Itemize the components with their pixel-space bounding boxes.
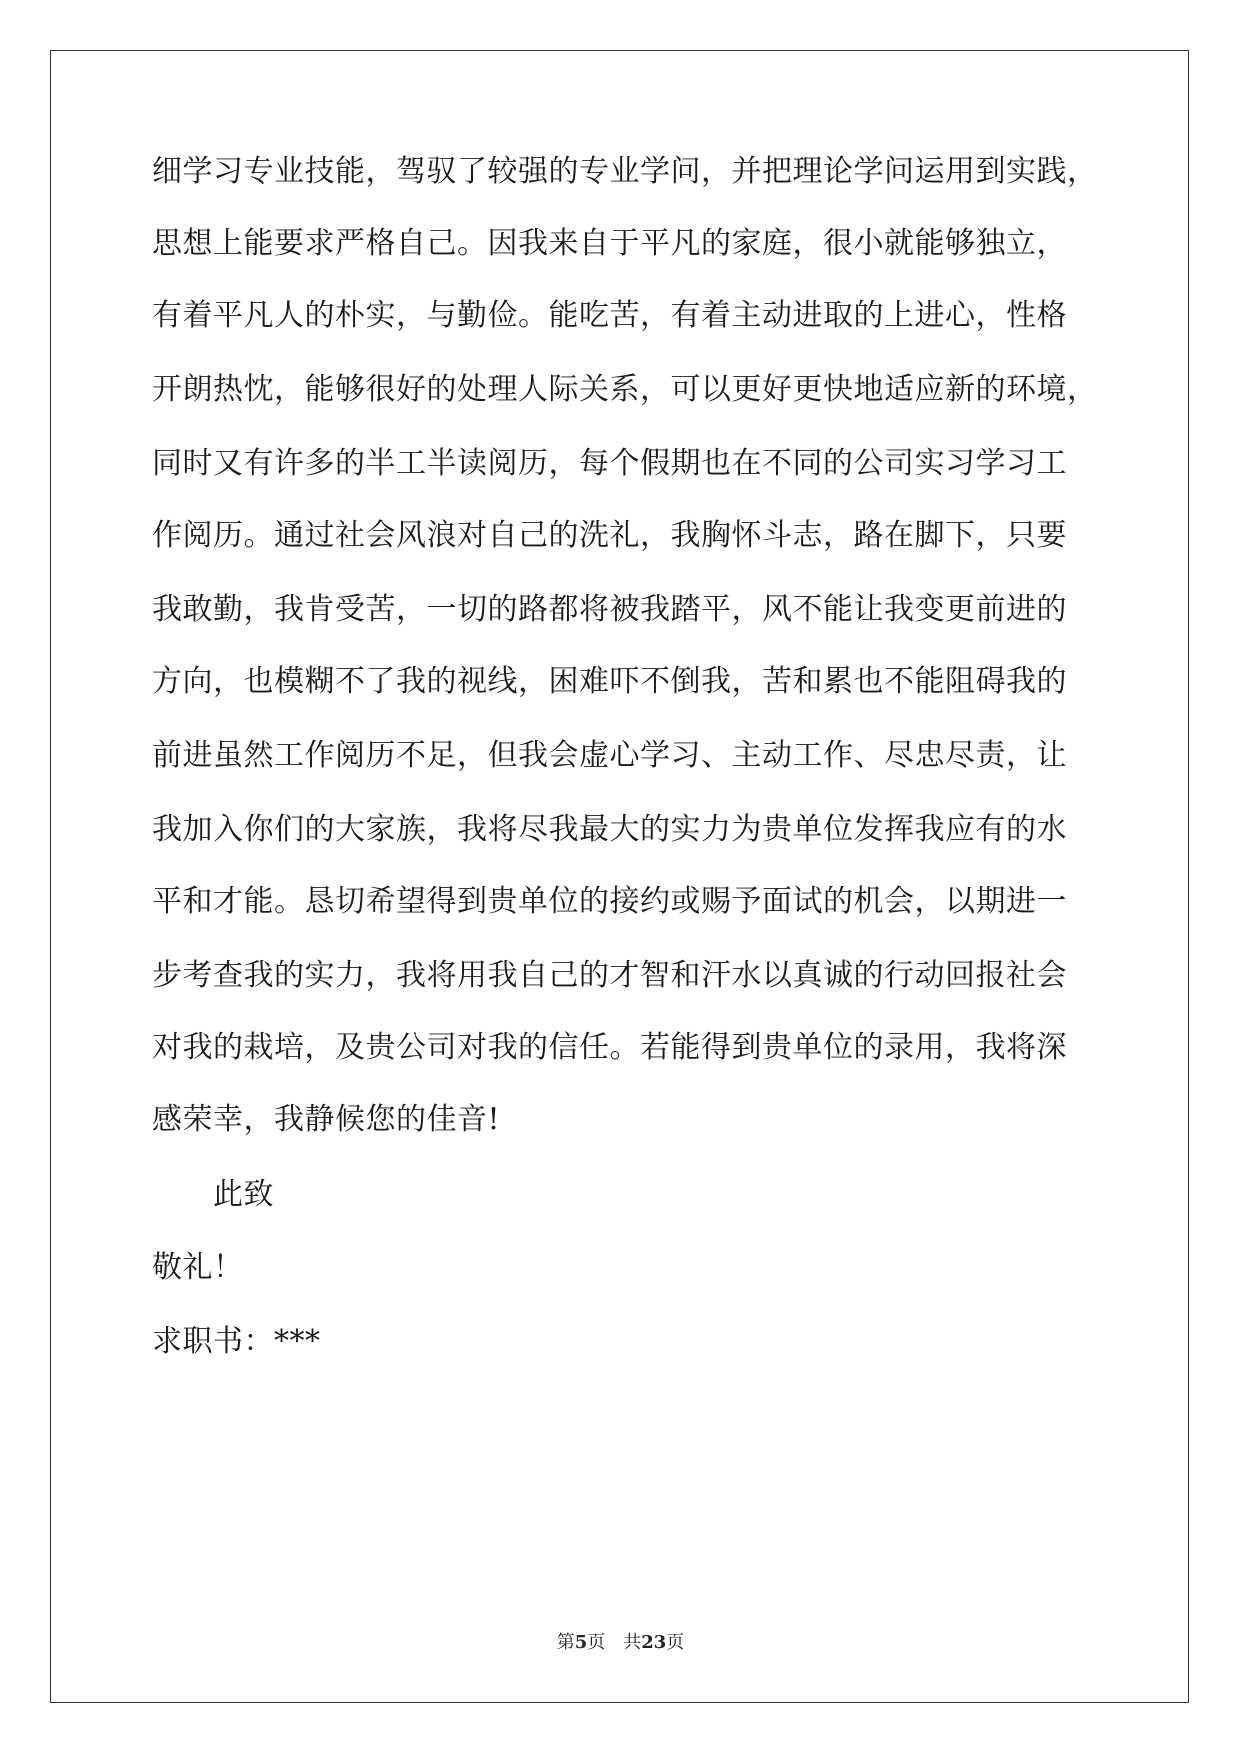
closing-text: 此致: [213, 1177, 274, 1212]
signature-text: 求职书：***: [152, 1324, 321, 1359]
total-prefix: 共: [623, 1632, 642, 1653]
body-line: 有着平凡人的朴实，与勤俭。能吃苦，有着主动进取的上进心，性格: [152, 298, 1067, 333]
body-line: 开朗热忱，能够很好的处理人际关系，可以更好更快地适应新的环境，: [152, 372, 1098, 407]
body-line: 思想上能要求严格自己。因我来自于平凡的家庭，很小就能够独立，: [152, 226, 1067, 261]
page-number: 5: [574, 1632, 588, 1653]
body-line: 方向，也模糊不了我的视线，困难吓不倒我，苦和累也不能阻碍我的: [152, 664, 1067, 699]
body-line: 细学习专业技能，驾驭了较强的专业学问，并把理论学问运用到实践，: [152, 154, 1098, 189]
body-line: 前进虽然工作阅历不足，但我会虚心学习、主动工作、尽忠尽责，让: [152, 738, 1067, 773]
body-line: 平和才能。恳切希望得到贵单位的接约或赐予面试的机会，以期进一: [152, 884, 1067, 919]
page-footer: [0, 1628, 1241, 1654]
page-unit: 页: [587, 1632, 606, 1653]
body-line: 我敢勤，我肯受苦，一切的路都将被我踏平，风不能让我变更前进的: [152, 592, 1067, 627]
body-line: 同时又有许多的半工半读阅历，每个假期也在不同的公司实习学习工: [152, 446, 1067, 481]
total-pages: 23: [641, 1632, 667, 1653]
body-line: 作阅历。通过社会风浪对自己的洗礼，我胸怀斗志，路在脚下，只要: [152, 518, 1067, 553]
body-line: 我加入你们的大家族，我将尽我最大的实力为贵单位发挥我应有的水: [152, 812, 1067, 847]
total-unit: 页: [666, 1632, 685, 1653]
salute-text: 敬礼！: [152, 1250, 244, 1285]
page-prefix: 第: [556, 1632, 575, 1653]
body-line: 步考查我的实力，我将用我自己的才智和汗水以真诚的行动回报社会: [152, 958, 1067, 993]
body-line: 感荣幸，我静候您的佳音!: [152, 1102, 501, 1137]
body-line: 对我的栽培，及贵公司对我的信任。若能得到贵单位的录用，我将深: [152, 1030, 1067, 1065]
